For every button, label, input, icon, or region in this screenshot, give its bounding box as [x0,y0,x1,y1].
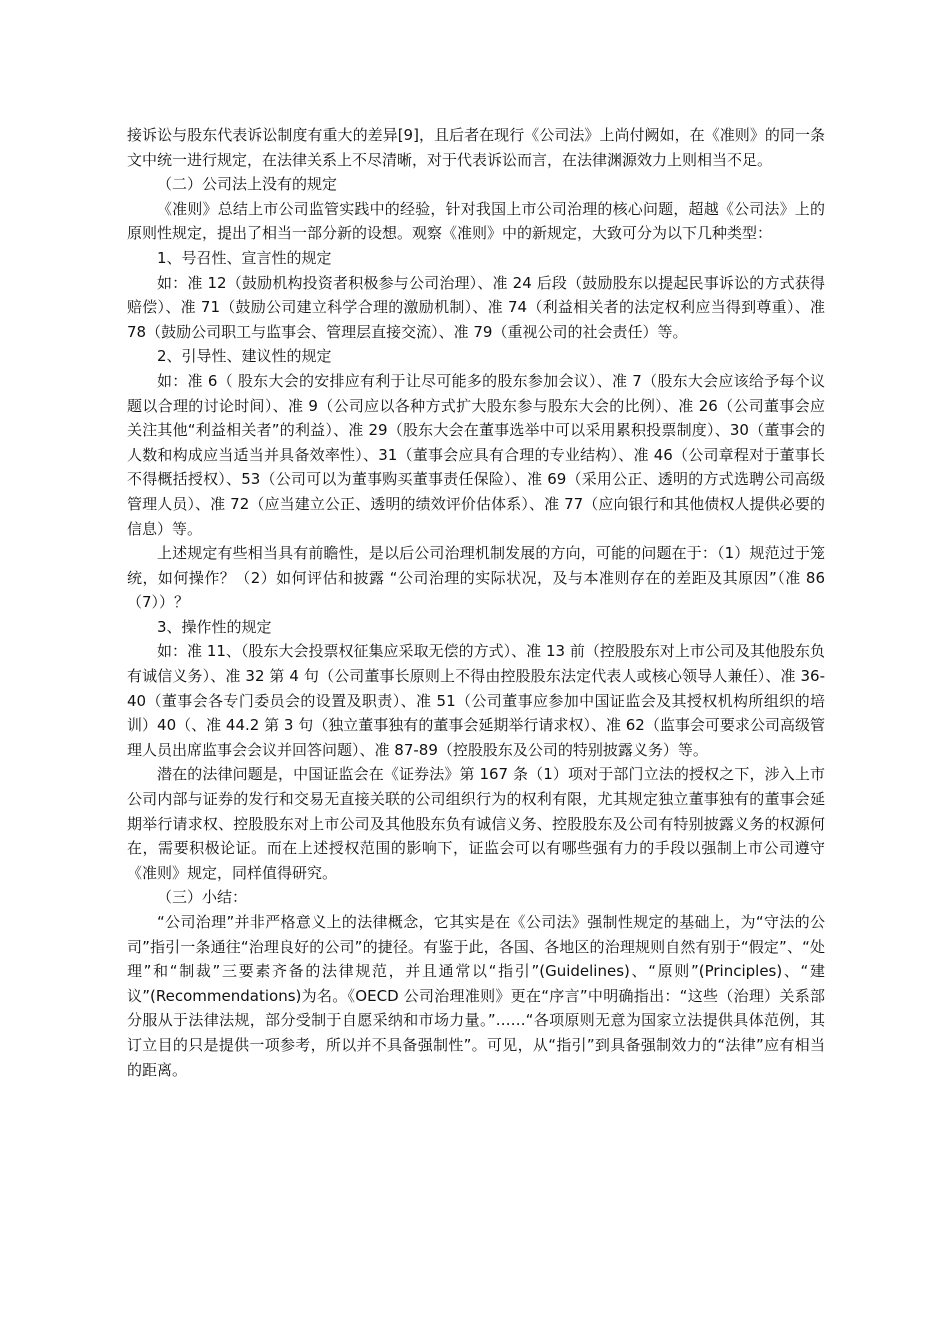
document-page [127,123,825,1082]
paragraph-examples-2: 如：准 6（ 股东大会的安排应有利于让尽可能多的股东参加会议）、准 7（股东大会应该给予每个议题以合理的讨论时间）、准 9（公司应以各种方式扩大股东参与股东大会的比例）、准 26（公司董事会应关注其他“利益相关者”的利益）、准 29（股东大会在董事选举中可以采用累积投票制度）、30（董事会的人数和构成应当适当并具备效率性）、31（董事会应具有合理的专业结构）、准 46（公司章程对于董事长不得概括授权）、53（公司可以为董事购买董事责任保险）、准 69（采用公正、透明的方式选聘公司高级管理人员）、准 72（应当建立公正、透明的绩效评价估体系）、准 77（应向银行和其他债权人提供必要的信息）等。 [127,371,825,538]
section-heading-3: （三）小结： [157,888,248,907]
paragraph-examples-1: 如：准 12（鼓励机构投资者积极参与公司治理）、准 24 后段（鼓励股东以提起民事诉讼的方式获得赔偿）、准 71（鼓励公司建立科学合理的激励机制）、准 74（利益相关者的法定权利应当得到尊重）、准 78（鼓励公司职工与监事会、管理层直接交流）、准 79（重视公司的社会责任）等。 [127,273,825,341]
subheading-1: 1、号召性、宣言性的规定 [157,248,332,267]
paragraph-legal-issues: 潜在的法律问题是，中国证监会在《证券法》第 167 条（1）项对于部门立法的授权之下，涉入上市公司内部与证券的发行和交易无直接关联的公司组织行为的权利有限，尤其规定独立董事独有的董事会延期举行请求权、控股股东对上市公司及其他股东负有诚信义务、控股股东及公司有特别披露义务的权源何在，需要积极论证。而在上述授权范围的影响下，证监会可以有哪些强有力的手段以强制上市公司遵守《准则》规定，同样值得研究。 [127,765,825,882]
paragraph-summary: “公司治理”并非严格意义上的法律概念，它其实是在《公司法》强制性规定的基础上，为“守法的公司”指引一条通往“治理良好的公司”的捷径。有鉴于此，各国、各地区的治理规则自然有别于“假定”、“处理”和“制裁”三要素齐备的法律规范，并且通常以“指引”(Guidelines)、“原则”(Principles)、“建议”(Recommendations)为名。《OECD 公司治理准则》更在“序言”中明确指出：“这些（治理）关系部分服从于法律法规，部分受制于自愿采纳和市场力量。”……“各项原则无意为国家立法提供具体范例，其订立目的只是提供一项参考，所以并不具备强制性”。可见，从“指引”到具备强制效力的“法律”应有相当的距离。 [127,913,825,1079]
paragraph-issues: 上述规定有些相当具有前瞻性，是以后公司治理机制发展的方向，可能的问题在于：（1）规范过于笼统，如何操作？（2）如何评估和披露 “公司治理的实际状况，及与本准则存在的差距及其原因”（准 86（7））？ [127,544,825,612]
paragraph-continuation: 接诉讼与股东代表诉讼制度有重大的差异[9]，且后者在现行《公司法》上尚付阙如，在《准则》的同一条文中统一进行规定，在法律关系上不尽清晰，对于代表诉讼而言，在法律渊源效力上则相当不足。 [127,126,825,169]
paragraph-intro: 《准则》总结上市公司监管实践中的经验，针对我国上市公司治理的核心问题，超越《公司法》上的原则性规定，提出了相当一部分新的设想。观察《准则》中的新规定，大致可分为以下几种类型： [127,199,825,243]
section-heading-2: （二）公司法上没有的规定 [157,175,338,194]
subheading-3: 3、操作性的规定 [157,617,272,636]
paragraph-examples-3: 如：准 11、（股东大会投票权征集应采取无偿的方式）、准 13 前（控股股东对上市公司及其他股东负有诚信义务）、准 32 第 4 句（公司董事长原则上不得由控股股东法定代表人或核心领导人兼任）、准 36-40（董事会各专门委员会的设置及职责）、准 51（公司董事应参加中国证监会及其授权机构所组织的培训）40（、准 44.2 第 3 句（独立董事独有的董事会延期举行请求权）、准 62（监事会可要求公司高级管理人员出席监事会会议并回答问题）、准 87-89（控股股东及公司的特别披露义务）等。 [127,642,825,759]
subheading-2: 2、引导性、建议性的规定 [157,347,332,366]
